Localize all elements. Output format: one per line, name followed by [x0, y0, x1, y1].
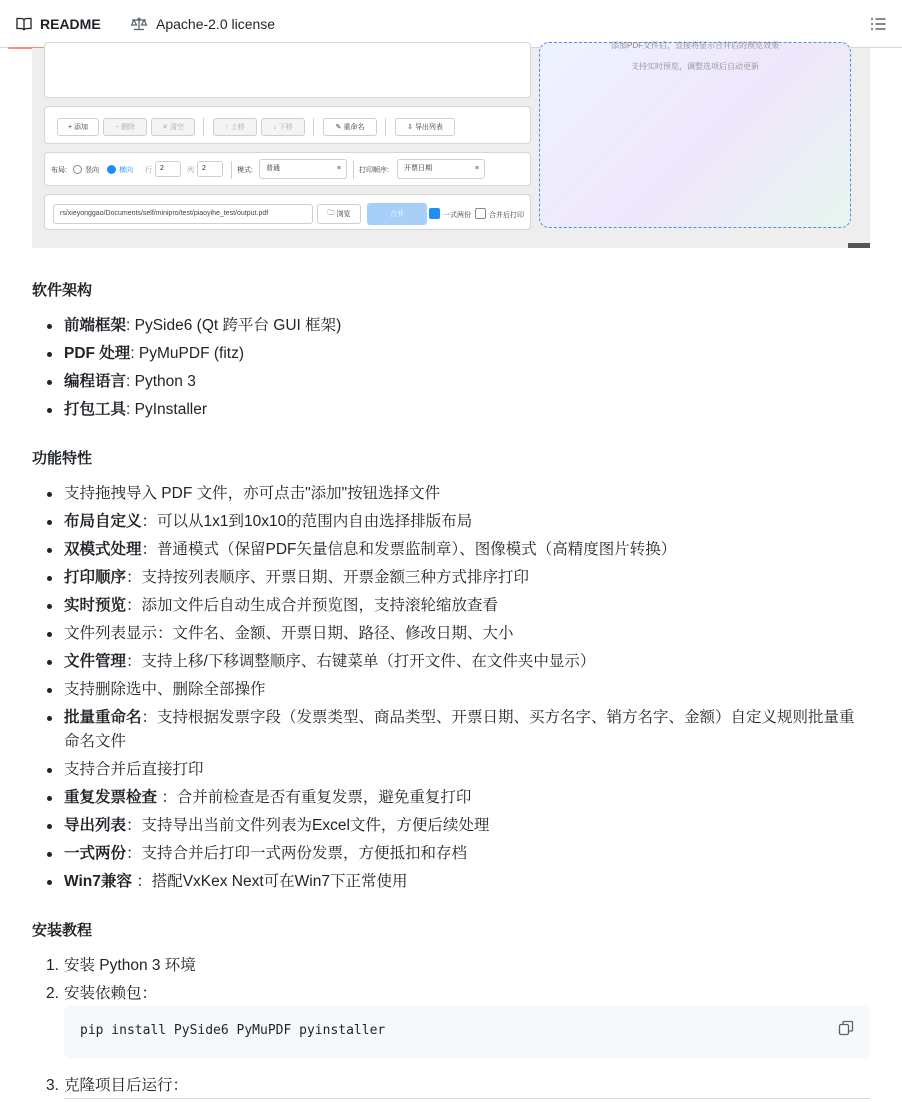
list-item: [32, 370, 870, 394]
list-item-text: : PyInstaller: [126, 401, 207, 418]
app-landscape-radio: [107, 165, 116, 174]
code-block: [64, 1006, 870, 1058]
step-text: 安装依赖包：: [64, 985, 158, 1002]
app-output-panel: [44, 194, 531, 230]
list-item-text: 支持删除选中、删除全部操作: [64, 681, 266, 698]
app-add-button: + 添加: [57, 118, 99, 136]
list-item-term: 一式两份: [64, 845, 127, 862]
list-item-text: 支持拖拽导入 PDF 文件，亦可点击"添加"按钮选择文件: [64, 485, 441, 502]
app-layout-label: 布局:: [51, 167, 67, 174]
list-item: [32, 314, 870, 338]
list-item: [32, 678, 870, 702]
app-toolbar-divider: [313, 118, 314, 136]
section-heading-install: 安装教程: [32, 922, 93, 939]
app-move-down-button: ↓ 下移: [261, 118, 305, 136]
list-item: [32, 398, 870, 422]
app-preview-hint-1: 添加PDF文件后，直接将显示合并后的预览效果: [611, 41, 779, 50]
tab-readme[interactable]: [8, 0, 109, 48]
list-item-term: Win7兼容: [64, 873, 132, 890]
app-move-up-button: ↑ 上移: [213, 118, 257, 136]
list-item-text: ：普通模式（保留PDF矢量信息和发票监制章）、图像模式（高精度图片转换）: [141, 541, 677, 558]
step-number: 2.: [46, 985, 59, 1002]
list-item-term: PDF 处理: [64, 345, 131, 362]
list-item-text: : Python 3: [126, 373, 196, 390]
list-item-term: 前端框架: [64, 317, 127, 334]
list-item: [32, 342, 870, 366]
list-item: [32, 622, 870, 646]
install-step: [32, 954, 870, 978]
list-item-term: 导出列表: [64, 817, 127, 834]
app-duplex-checkbox: [429, 208, 440, 219]
app-print-after-checkbox: [475, 208, 486, 219]
list-item-text: 文件列表显示：文件名、金额、开票日期、路径、修改日期、大小: [64, 625, 514, 642]
install-step: [32, 1074, 870, 1098]
app-duplex-label: 一式两份: [443, 212, 471, 219]
app-output-path-field: rs/xieyonggao/Documents/self/minipro/test/piaoyihe_test/output.pdf: [53, 204, 313, 224]
list-item: [32, 650, 870, 674]
tab-readme-label: README: [40, 16, 101, 32]
app-portrait-label: 竖向: [85, 167, 99, 174]
list-item-text: 支持合并后直接打印: [64, 761, 204, 778]
step-text: 克隆项目后运行：: [64, 1077, 189, 1094]
list-item: [32, 706, 870, 754]
app-layout-divider: [353, 161, 354, 179]
app-mode-label: 模式:: [237, 167, 253, 174]
architecture-list: [32, 314, 870, 426]
app-toolbar-divider: [203, 118, 204, 136]
list-item-text: ：支持上移/下移调整顺序、右键菜单（打开文件、在文件夹中显示）: [126, 653, 596, 670]
list-item: [32, 510, 870, 534]
list-item-term: 布局自定义: [64, 513, 142, 530]
list-item-text: ：支持合并后打印一式两份发票，方便抵扣和存档: [126, 845, 468, 862]
list-item-term: 文件管理: [64, 653, 127, 670]
list-item: [32, 482, 870, 506]
list-item-term: 打包工具: [64, 401, 127, 418]
list-item-term: 双模式处理: [64, 541, 142, 558]
app-preview-area: [539, 42, 851, 228]
list-item-term: 实时预览: [64, 597, 127, 614]
app-toolbar-divider: [385, 118, 386, 136]
list-item: [32, 786, 870, 810]
list-item-term: 批量重命名: [64, 709, 142, 726]
app-rename-button: ✎ 重命名: [323, 118, 377, 136]
step-number: 1.: [46, 957, 59, 974]
list-item-text: : PySide6 (Qt 跨平台 GUI 框架): [126, 317, 342, 334]
app-remove-button: − 删除: [103, 118, 147, 136]
app-portrait-radio: [73, 165, 82, 174]
list-item: [32, 842, 870, 866]
app-order-label: 打印顺序:: [359, 167, 389, 174]
list-item-text: : PyMuPDF (fitz): [130, 345, 244, 362]
list-item-text: ：可以从1x1到10x10的范围内自由选择排版布局: [141, 513, 473, 530]
list-item: [32, 870, 870, 894]
app-landscape-label: 横向: [119, 167, 133, 174]
install-step: [32, 982, 870, 1006]
list-item: [32, 594, 870, 618]
app-scroll-corner: [848, 243, 870, 248]
list-unordered-icon[interactable]: [868, 14, 888, 34]
book-icon: [16, 16, 32, 32]
section-heading-features: 功能特性: [32, 450, 93, 467]
tab-license[interactable]: [122, 0, 283, 48]
app-cols-label: 列: [187, 167, 194, 174]
step-number: 3.: [46, 1077, 59, 1094]
app-layout-panel: [44, 152, 531, 186]
app-merge-button: 合并: [367, 203, 427, 225]
app-print-after-label: 合并后打印: [489, 212, 524, 219]
list-item: [32, 566, 870, 590]
features-list: [32, 482, 870, 898]
law-scale-icon: [130, 16, 148, 32]
app-layout-divider: [231, 161, 232, 179]
list-item-term: 重复发票检查: [64, 789, 158, 806]
tab-license-label: Apache-2.0 license: [156, 16, 276, 32]
app-screenshot-image: [32, 41, 870, 248]
list-item-text: ：支持根据发票字段（发票类型、商品类型、开票日期、买方名字、销方名字、金额）自定义规则批量重命名文件: [64, 709, 855, 750]
app-toolbar-panel: [44, 106, 531, 144]
section-heading-architecture: 软件架构: [32, 282, 93, 299]
app-rows-spinbox: 2: [155, 161, 181, 177]
step-text: 安装 Python 3 环境: [64, 957, 196, 974]
list-item: [32, 538, 870, 562]
list-item-term: 打印顺序: [64, 569, 127, 586]
list-item: [32, 758, 870, 782]
list-item-text: ：添加文件后自动生成合并预览图，支持滚轮缩放查看: [126, 597, 499, 614]
app-browse-button: 🗀 浏览: [317, 204, 361, 224]
list-item-term: 编程语言: [64, 373, 127, 390]
app-preview-hint-2: 支持实时预览，调整选项后自动更新: [631, 62, 759, 71]
list-item-text: ：支持按列表顺序、开票日期、开票金额三种方式排序打印: [126, 569, 530, 586]
list-item-text: ：合并前检查是否有重复发票，避免重复打印: [157, 789, 472, 806]
list-item-text: ：搭配VxKex Next可在Win7下正常使用: [131, 873, 408, 890]
list-item-text: ：支持导出当前文件列表为Excel文件，方便后续处理: [126, 817, 490, 834]
install-steps-list: [32, 954, 870, 1010]
app-file-list-panel: [44, 42, 531, 98]
app-cols-spinbox: 2: [197, 161, 223, 177]
code-text: pip install PySide6 PyMuPDF pyinstaller: [80, 1023, 386, 1038]
app-mode-combo: 普通 ≡: [259, 159, 347, 179]
app-order-combo: 开票日期 ≡: [397, 159, 485, 179]
app-clear-button: ✕ 清空: [151, 118, 195, 136]
list-item: [32, 814, 870, 838]
app-export-button: ⇩ 导出列表: [395, 118, 455, 136]
app-rows-label: 行: [145, 167, 152, 174]
copy-icon[interactable]: [838, 1020, 854, 1036]
divider: [64, 1098, 870, 1099]
